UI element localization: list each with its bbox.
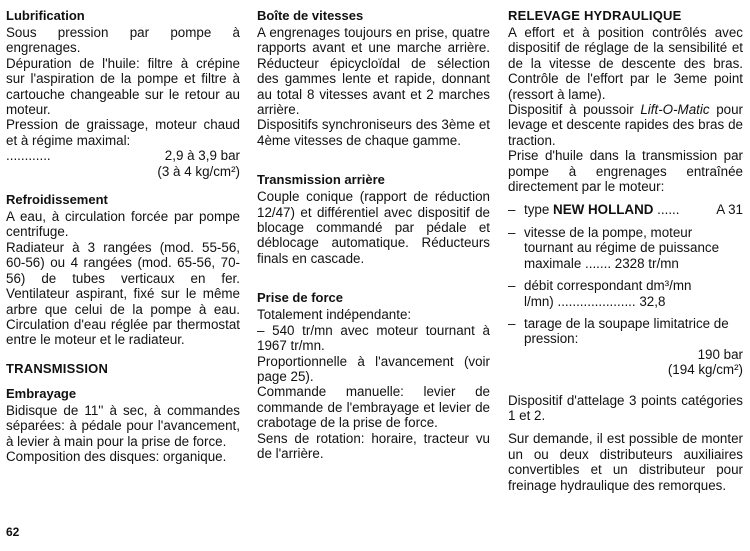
relevage-text-2a: Dispositif à poussoir: [508, 102, 641, 118]
dot-leader: ......: [653, 202, 680, 218]
relevage-text-1: A effort et à position contrôlés avec dispositif de réglage de la sensibilité et de la vitesse de descente des bras. Contrôle de l'effort par le 3eme point (ressort à lame).: [508, 25, 743, 102]
heading-transmission-arriere: Transmission arrière: [257, 172, 385, 188]
spec-relief-text: tarage de la soupape limitatrice de pression:: [524, 315, 729, 347]
column-middle: [257, 8, 490, 461]
prise-text-3: Proportionnelle à l'avancement (voir page 25).: [257, 353, 490, 384]
dash: –: [508, 278, 516, 294]
prise-text-2: – 540 tr/mn avec moteur tournant à 1967 tr/mn.: [257, 322, 490, 354]
relevage-text-3: Prise d'huile dans la transmission par pompe à engrenages entraînée directement par le moteur:: [508, 148, 743, 195]
pressure-value-kg: (3 à 4 kg/cm²): [157, 163, 240, 179]
column-right: [508, 8, 743, 493]
spec-relief-value-kg: (194 kg/cm²): [667, 362, 743, 378]
transmission-arriere-text: Couple conique (rapport de réduction 12/47) et différentiel avec dispositif de blocage commandé par pédale et déblocage automatique. Réducteurs finals en cascade.: [257, 189, 490, 266]
prise-text-5: Sens de rotation: horaire, tracteur vu de l'arrière.: [257, 430, 490, 461]
spec-type-value: A 31: [716, 202, 743, 218]
dash: –: [508, 202, 516, 218]
dash: –: [508, 315, 516, 331]
spec-item-relief-valve: [508, 316, 743, 378]
heading-lubrification: Lubrification: [6, 8, 85, 23]
lubrification-text-1: Sous pression par pompe à engrenages.: [6, 25, 240, 56]
sur-demande-text: Sur demande, il est possible de monter un ou deux distributeurs auxiliaires convertibles et un distributeur pour freinage hydraulique des remorques.: [508, 431, 743, 493]
spec-type-label: type: [524, 202, 554, 218]
lift-o-matic-label: Lift-O-Matic: [640, 102, 710, 118]
attelage-text: Dispositif d'attelage 3 points catégories 1 et 2.: [508, 392, 743, 423]
pressure-value: 2,9 à 3,9 bar: [164, 148, 240, 164]
heading-boite-vitesses: Boîte de vitesses: [257, 8, 364, 23]
spec-item-type: [508, 202, 743, 217]
lubrification-text-2: Dépuration de l'huile: filtre à crépine sur l'aspiration de la pompe et filtre à cartouche changeable sur le retour au moteur.: [6, 55, 240, 118]
refroidissement-text-2: Radiateur à 3 rangées (mod. 55-56, 60-56) ou 4 rangées (mod. 65-56, 70-56) de tubes verticaux en fer. Ventilateur aspirant, fixé sur le même arbre que celui de la pompe à eau. Circulation d'eau réglée par thermostat entre le moteur et le radiateur.: [6, 239, 240, 348]
embrayage-text-2: Composition des disques: organique.: [6, 448, 227, 464]
spec-item-pump-speed: [508, 225, 743, 271]
prise-text-1: Totalement indépendante:: [257, 307, 412, 323]
heading-prise-de-force: Prise de force: [257, 290, 343, 306]
spec-flow-value: l/mn) ..................... 32,8: [524, 293, 666, 309]
boite-text-1: A engrenages toujours en prise, quatre rapports avant et une marche arrière. Réducteur épicycloïdal de sélection des gammes lente et rapide, donnant au total 8 vitesses avant et 2 marches arrière.: [257, 25, 490, 118]
heading-relevage: RELEVAGE HYDRAULIQUE: [508, 8, 682, 23]
lubrification-text-3: Pression de graissage, moteur chaud et à régime maximal:: [6, 117, 240, 148]
spec-relief-value: 190 bar: [697, 346, 743, 362]
spec-item-flow: [508, 278, 743, 309]
heading-refroidissement: Refroidissement: [6, 192, 108, 208]
prise-text-4: Commande manuelle: levier de commande de l'embrayage et levier de crabotage de la prise de force.: [257, 384, 490, 431]
spec-flow-text: débit correspondant dm³/mn: [524, 278, 692, 294]
embrayage-text-1: Bidisque de 11'' à sec, à commandes séparées: à pédale pour l'avancement, à levier à main pour la prise de force.: [6, 402, 240, 449]
boite-text-2: Dispositifs synchroniseurs des 3ème et 4ème vitesses de chaque gamme.: [257, 117, 490, 148]
column-left: [6, 8, 240, 464]
page-number: 62: [6, 525, 20, 539]
relevage-text-2: [508, 102, 743, 148]
dot-leader: ............: [6, 148, 51, 164]
spec-type-brand: NEW HOLLAND: [553, 202, 654, 218]
refroidissement-text-1: A eau, à circulation forcée par pompe centrifuge.: [6, 209, 240, 240]
spec-pump-speed-text: vitesse de la pompe, moteur tournant au régime de puissance maximale ....... 2328 tr/mn: [524, 224, 720, 271]
lubrification-pressure-row: [6, 148, 240, 163]
heading-embrayage: Embrayage: [6, 385, 77, 401]
dash: –: [508, 224, 516, 240]
heading-transmission: TRANSMISSION: [6, 360, 109, 376]
relevage-text-2c: pour levage et descente rapides des bras de traction.: [508, 102, 743, 148]
